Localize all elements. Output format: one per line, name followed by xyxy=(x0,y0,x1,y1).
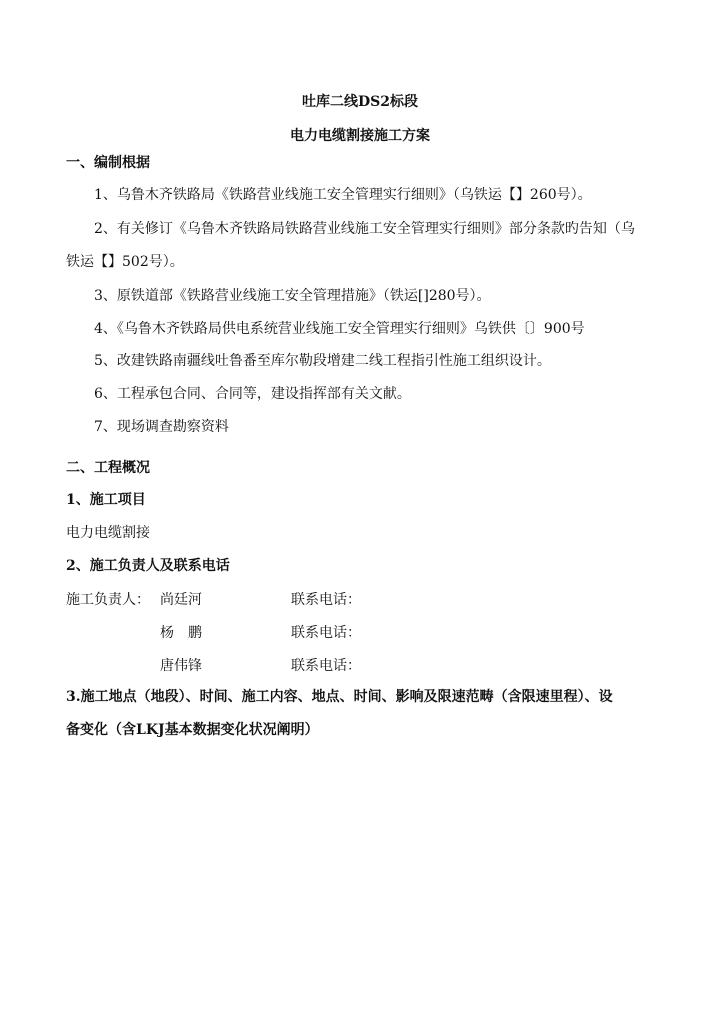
leader-label: 施工负责人： xyxy=(66,592,150,608)
basis-item-2: 2、有关修订《乌鲁木齐铁路局铁路营业线施工安全管理实行细则》部分条款旳告知（乌 xyxy=(94,221,635,237)
leader-name-2: 杨 鹏 xyxy=(160,625,202,641)
sub3-heading-line2: 备变化（含LKJ基本数据变化状况阐明） xyxy=(66,722,319,738)
basis-item-1: 1、乌鲁木齐铁路局《铁路营业线施工安全管理实行细则》（乌铁运【】260号）。 xyxy=(94,187,592,203)
basis-item-2-cont: 铁运【】502号）。 xyxy=(66,254,184,270)
document-title: 吐库二线DS2标段 xyxy=(302,94,418,110)
sub2-heading: 2、施工负责人及联系电话 xyxy=(66,558,230,574)
leader-name-1: 尚廷河 xyxy=(160,592,202,608)
phone-label-3: 联系电话： xyxy=(291,658,361,674)
sub1-heading: 1、施工项目 xyxy=(66,492,146,508)
basis-item-4: 4、《乌鲁木齐铁路局供电系统营业线施工安全管理实行细则》乌铁供〔〕900号 xyxy=(94,321,585,337)
phone-label-1: 联系电话： xyxy=(291,592,361,608)
sub1-text: 电力电缆割接 xyxy=(66,525,150,541)
basis-item-5: 5、改建铁路南疆线吐鲁番至库尔勒段增建二线工程指引性施工组织设计。 xyxy=(94,353,551,369)
basis-item-3: 3、原铁道部《铁路营业线施工安全管理措施》（铁运[]280号）。 xyxy=(94,288,491,304)
basis-item-6: 6、工程承包合同、合同等，建设指挥部有关文献。 xyxy=(94,386,411,402)
sub3-heading-line1: 3.施工地点（地段）、时间、施工内容、地点、时间、影响及限速范畴（含限速里程）、设 xyxy=(66,689,613,705)
section2-heading: 二、工程概况 xyxy=(66,460,150,476)
phone-label-2: 联系电话： xyxy=(291,625,361,641)
section1-heading: 一、编制根据 xyxy=(66,155,150,171)
leader-name-3: 唐伟锋 xyxy=(160,658,202,674)
basis-item-7: 7、现场调查勘察资料 xyxy=(94,419,229,435)
document-subtitle: 电力电缆割接施工方案 xyxy=(290,128,430,144)
